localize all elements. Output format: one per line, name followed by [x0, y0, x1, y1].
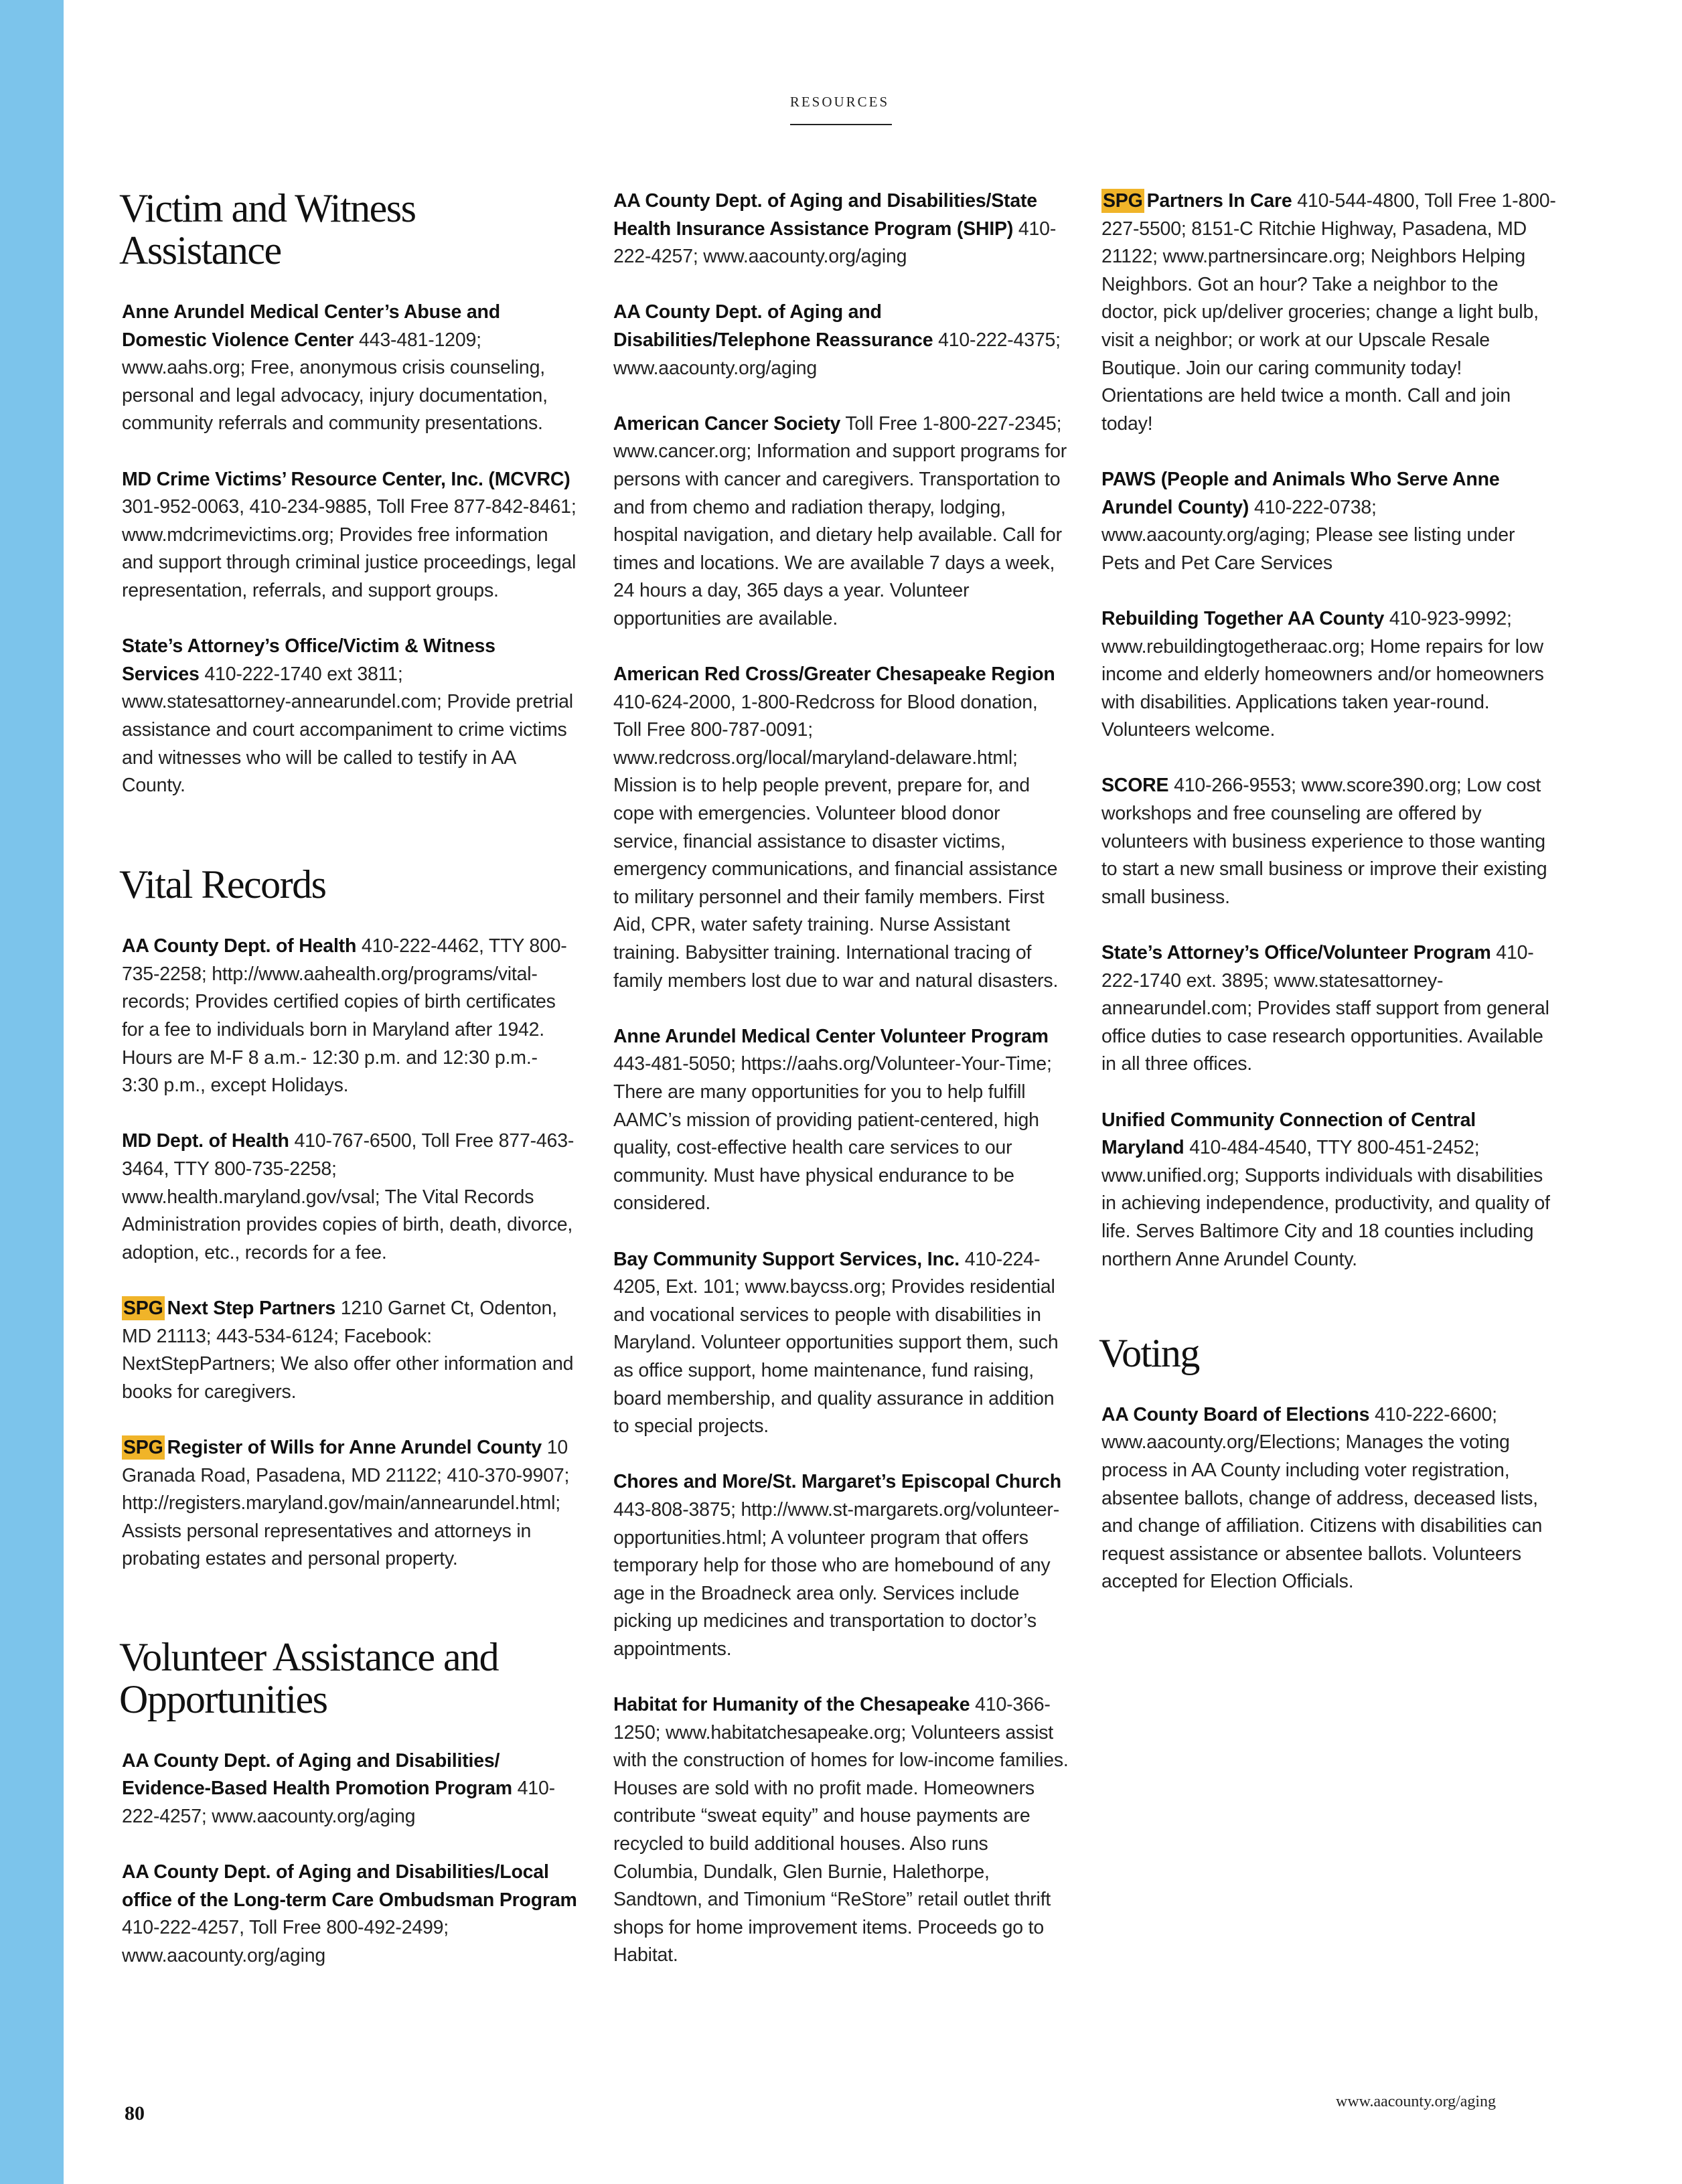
listing-name: State’s Attorney’s Office/Volunteer Program	[1101, 942, 1491, 964]
listing-entry	[613, 1246, 1069, 1441]
listing-details: 10 Granada Road, Pasadena, MD 21122; 410-370-9907; http://registers.maryland.gov/main/annearundel.html; Assists personal representatives and attorneys in probating estates and personal property.	[122, 1436, 570, 1570]
listing-name: Chores and More/St. Margaret’s Episcopal Church	[613, 1471, 1061, 1493]
listing-entry	[613, 187, 1069, 271]
listing-name: Anne Arundel Medical Center Volunteer Program	[613, 1025, 1049, 1047]
listing-entry	[122, 633, 577, 800]
listing-entry	[122, 933, 577, 1100]
listing-details: 410-222-4375; www.aacounty.org/aging	[613, 329, 1061, 379]
listing-name: AA County Dept. of Health	[122, 935, 357, 957]
listing-entry	[613, 661, 1069, 995]
listing-name: AA County Dept. of Aging and Disabilities/Local office of the Long-term Care Ombudsman Program	[122, 1861, 577, 1911]
listing-entry	[122, 1127, 577, 1267]
listing-details: 410-923-9992; www.rebuildingtogetheraac.org; Home repairs for low income and elderly homeowners and/or homeowners with disabilities. Applications taken year-round. Volunteers welcome.	[1101, 607, 1544, 741]
column-left	[119, 186, 577, 1998]
column-right	[1101, 187, 1557, 1624]
listing-name: State’s Attorney’s Office/Victim & Witness Services	[122, 635, 495, 685]
listing-entry	[122, 1747, 577, 1831]
listing-entry	[122, 1859, 577, 1970]
listing-entry	[1101, 1401, 1557, 1596]
running-head-rule	[790, 124, 892, 125]
listing-name: Rebuilding Together AA County	[1101, 607, 1385, 629]
listing-name: MD Dept. of Health	[122, 1130, 289, 1152]
listing-name: Partners In Care	[1146, 190, 1292, 212]
listing-details: 410-624-2000, 1-800-Redcross for Blood donation, Toll Free 800-787-0091; www.redcross.org/local/maryland-delaware.html; Mission is to help people prevent, prepare for, and cope with emergencies. Volunteer blood donor service, financial assistance to disaster victims, emergency communications, and financial assistance to military personnel and their family members. First Aid, CPR, water safety training. Nurse Assistant training. Babysitter training. International tracing of family members lost due to war and natural disasters.	[613, 691, 1059, 992]
listing-entry	[613, 299, 1069, 382]
listing-name: AA County Dept. of Aging and Disabilities/Telephone Reassurance	[613, 301, 933, 351]
section-title: Voting	[1099, 1330, 1199, 1375]
section-title: Volunteer Assistance and Opportunities	[119, 1634, 499, 1721]
listing-details: 410-266-9553; www.score390.org; Low cost workshops and free counseling are offered by volunteers with business experience to those wanting to start a new small business or improve their existing small business.	[1101, 775, 1547, 908]
footer-url: www.aacounty.org/aging	[1336, 2093, 1497, 2110]
listing-entry	[122, 1295, 577, 1406]
listing-details: Toll Free 1-800-227-2345; www.cancer.org; Information and support programs for persons with cancer and caregivers. Transportation to and from chemo and radiation therapy, lodging, hospital navigation, and dietary help available. Call for times and locations. We are available 7 days a week, 24 hours a day, 365 days a year. Volunteer opportunities are available.	[613, 412, 1067, 629]
section-victim-witness	[119, 186, 577, 800]
listing-entry	[1101, 605, 1557, 745]
listing-entry	[613, 1691, 1069, 1970]
listing-name: SCORE	[1101, 775, 1169, 797]
listing-details: 410-222-0738; www.aacounty.org/aging; Please see listing under Pets and Pet Care Services	[1101, 496, 1515, 574]
listing-details: 410-222-1740 ext. 3895; www.statesattorney-annearundel.com; Provides staff support from general office duties to case research opportunities. Available in all three offices.	[1101, 942, 1549, 1075]
listing-entry	[613, 1468, 1069, 1663]
listing-name: AA County Board of Elections	[1101, 1403, 1370, 1425]
section-volunteer	[119, 1634, 577, 1970]
side-color-band	[0, 0, 64, 2184]
listing-name: American Red Cross/Greater Chesapeake Region	[613, 664, 1055, 686]
section-title: Vital Records	[119, 862, 326, 907]
listing-details: 1210 Garnet Ct, Odenton, MD 21113; 443-534-6124; Facebook: NextStepPartners; We also offer other information and books for caregivers.	[122, 1298, 574, 1403]
listing-details: 410-222-4462, TTY 800-735-2258; http://www.aahealth.org/programs/vital-records; Provides certified copies of birth certificates for a fee to individuals born in Maryland after 1942. Hours are M-F 8 a.m.- 12:30 p.m. and 12:30 p.m.- 3:30 p.m., except Holidays.	[122, 935, 567, 1097]
listing-entry	[122, 299, 577, 438]
listing-details: 410-544-4800, Toll Free 1-800-227-5500; 8151-C Ritchie Highway, Pasadena, MD 21122; www.partnersincare.org; Neighbors Helping Neighbors. Got an hour? Take a neighbor to the doctor, pick up/deliver groceries; change a light bulb, visit a neighbor; or work at our Upscale Resale Boutique. Join our caring community today! Orientations are held twice a month. Call and join today!	[1101, 190, 1556, 435]
listing-name: MD Crime Victims’ Resource Center, Inc. (MCVRC)	[122, 468, 570, 490]
listing-details: 443-481-1209; www.aahs.org; Free, anonymous crisis counseling, personal and legal advocacy, injury documentation, community referrals and community presentations.	[122, 329, 548, 435]
listing-details: 410-222-4257; www.aacounty.org/aging	[122, 1778, 555, 1827]
listing-details: 410-222-4257, Toll Free 800-492-2499; www.aacounty.org/aging	[122, 1917, 449, 1966]
listing-name: PAWS (People and Animals Who Serve Anne Arundel County)	[1101, 468, 1500, 518]
listing-details: 443-808-3875; http://www.st-margarets.org/volunteer-opportunities.html; A volunteer program that offers temporary help for those who are homebound of any age in the Broadneck area only. Services include picking up medicines and transportation to doctor’s appointments.	[613, 1498, 1060, 1660]
listing-entry	[613, 1023, 1069, 1218]
listing-entry	[613, 410, 1069, 633]
listing-details: 410-484-4540, TTY 800-451-2452; www.unified.org; Supports individuals with disabilities in achieving independence, productivity, and quality of life. Serves Baltimore City and 18 counties including northern Anne Arundel County.	[1101, 1137, 1550, 1270]
listing-name: Unified Community Connection of Central Maryland	[1101, 1109, 1476, 1159]
spg-badge: SPG	[123, 1298, 163, 1319]
page-number: 80	[125, 2102, 145, 2124]
listing-details: 410-222-1740 ext 3811; www.statesattorney-annearundel.com; Provide pretrial assistance and court accompaniment to crime victims and witnesses who will be called to testify in AA County.	[122, 663, 573, 797]
listing-entry	[122, 1434, 577, 1573]
listing-details: 410-222-4257; www.aacounty.org/aging	[613, 218, 1057, 268]
listing-name: AA County Dept. of Aging and Disabilities/ Evidence-Based Health Promotion Program	[122, 1749, 512, 1800]
running-head: RESOURCES	[789, 94, 890, 110]
listing-entry	[122, 466, 577, 605]
listing-name: Habitat for Humanity of the Chesapeake	[613, 1694, 970, 1716]
listing-name: AA County Dept. of Aging and Disabilities/State Health Insurance Assistance Program (SHIP)	[613, 190, 1037, 240]
column-middle	[613, 187, 1069, 1998]
listing-name: Bay Community Support Services, Inc.	[613, 1248, 960, 1270]
section-vital-records	[119, 862, 577, 1573]
section-voting	[1101, 1332, 1557, 1596]
listing-details: 410-767-6500, Toll Free 877-463-3464, TTY 800-735-2258; www.health.maryland.gov/vsal; The Vital Records Administration provides copies of birth, death, divorce, adoption, etc., records for a fee.	[122, 1130, 575, 1263]
listing-details: 410-222-6600; www.aacounty.org/Elections; Manages the voting process in AA County including voter registration, absentee ballots, change of address, deceased lists, and change of affiliation. Citizens with disabilities can request assistance or absentee ballots. Volunteers accepted for Election Officials.	[1101, 1403, 1543, 1593]
listing-entry	[1101, 187, 1557, 438]
listing-entry	[1101, 1107, 1557, 1274]
listing-entry	[1101, 772, 1557, 911]
listing-details: 410-224-4205, Ext. 101; www.baycss.org; Provides residential and vocational services to people with disabilities in Maryland. Volunteer opportunities support them, such as office support, home maintenance, fund raising, board membership, and quality assurance in addition to special projects.	[613, 1248, 1059, 1437]
section-title: Victim and Witness Assistance	[119, 186, 416, 272]
listing-name: Next Step Partners	[167, 1298, 336, 1319]
listing-name: American Cancer Society	[613, 412, 841, 435]
listing-details: 443-481-5050; https://aahs.org/Volunteer-Your-Time; There are many opportunities for you to help fulfill AAMC’s mission of providing patient-centered, high quality, cost-effective health care services to our community. Must have physical endurance to be considered.	[613, 1053, 1052, 1215]
listing-name: Register of Wills for Anne Arundel County	[167, 1436, 542, 1458]
spg-badge: SPG	[123, 1436, 163, 1458]
listing-details: 301-952-0063, 410-234-9885, Toll Free 877-842-8461; www.mdcrimevictims.org; Provides free information and support through criminal justice proceedings, legal representation, referrals, and support groups.	[122, 496, 577, 601]
listing-entry	[1101, 939, 1557, 1079]
listing-details: 410-366-1250; www.habitatchesapeake.org; Volunteers assist with the construction of homes for low-income families. Houses are sold with no profit made. Homeowners contribute “sweat equity” and house payments are recycled to build additional houses. Also runs Columbia, Dundalk, Glen Burnie, Halethorpe, Sandtown, and Timonium “ReStore” retail outlet thrift shops for home improvement items. Proceeds go to Habitat.	[613, 1694, 1069, 1966]
listing-name: Anne Arundel Medical Center’s Abuse and Domestic Violence Center	[122, 301, 500, 351]
spg-badge: SPG	[1103, 190, 1143, 212]
listing-entry	[1101, 466, 1557, 577]
